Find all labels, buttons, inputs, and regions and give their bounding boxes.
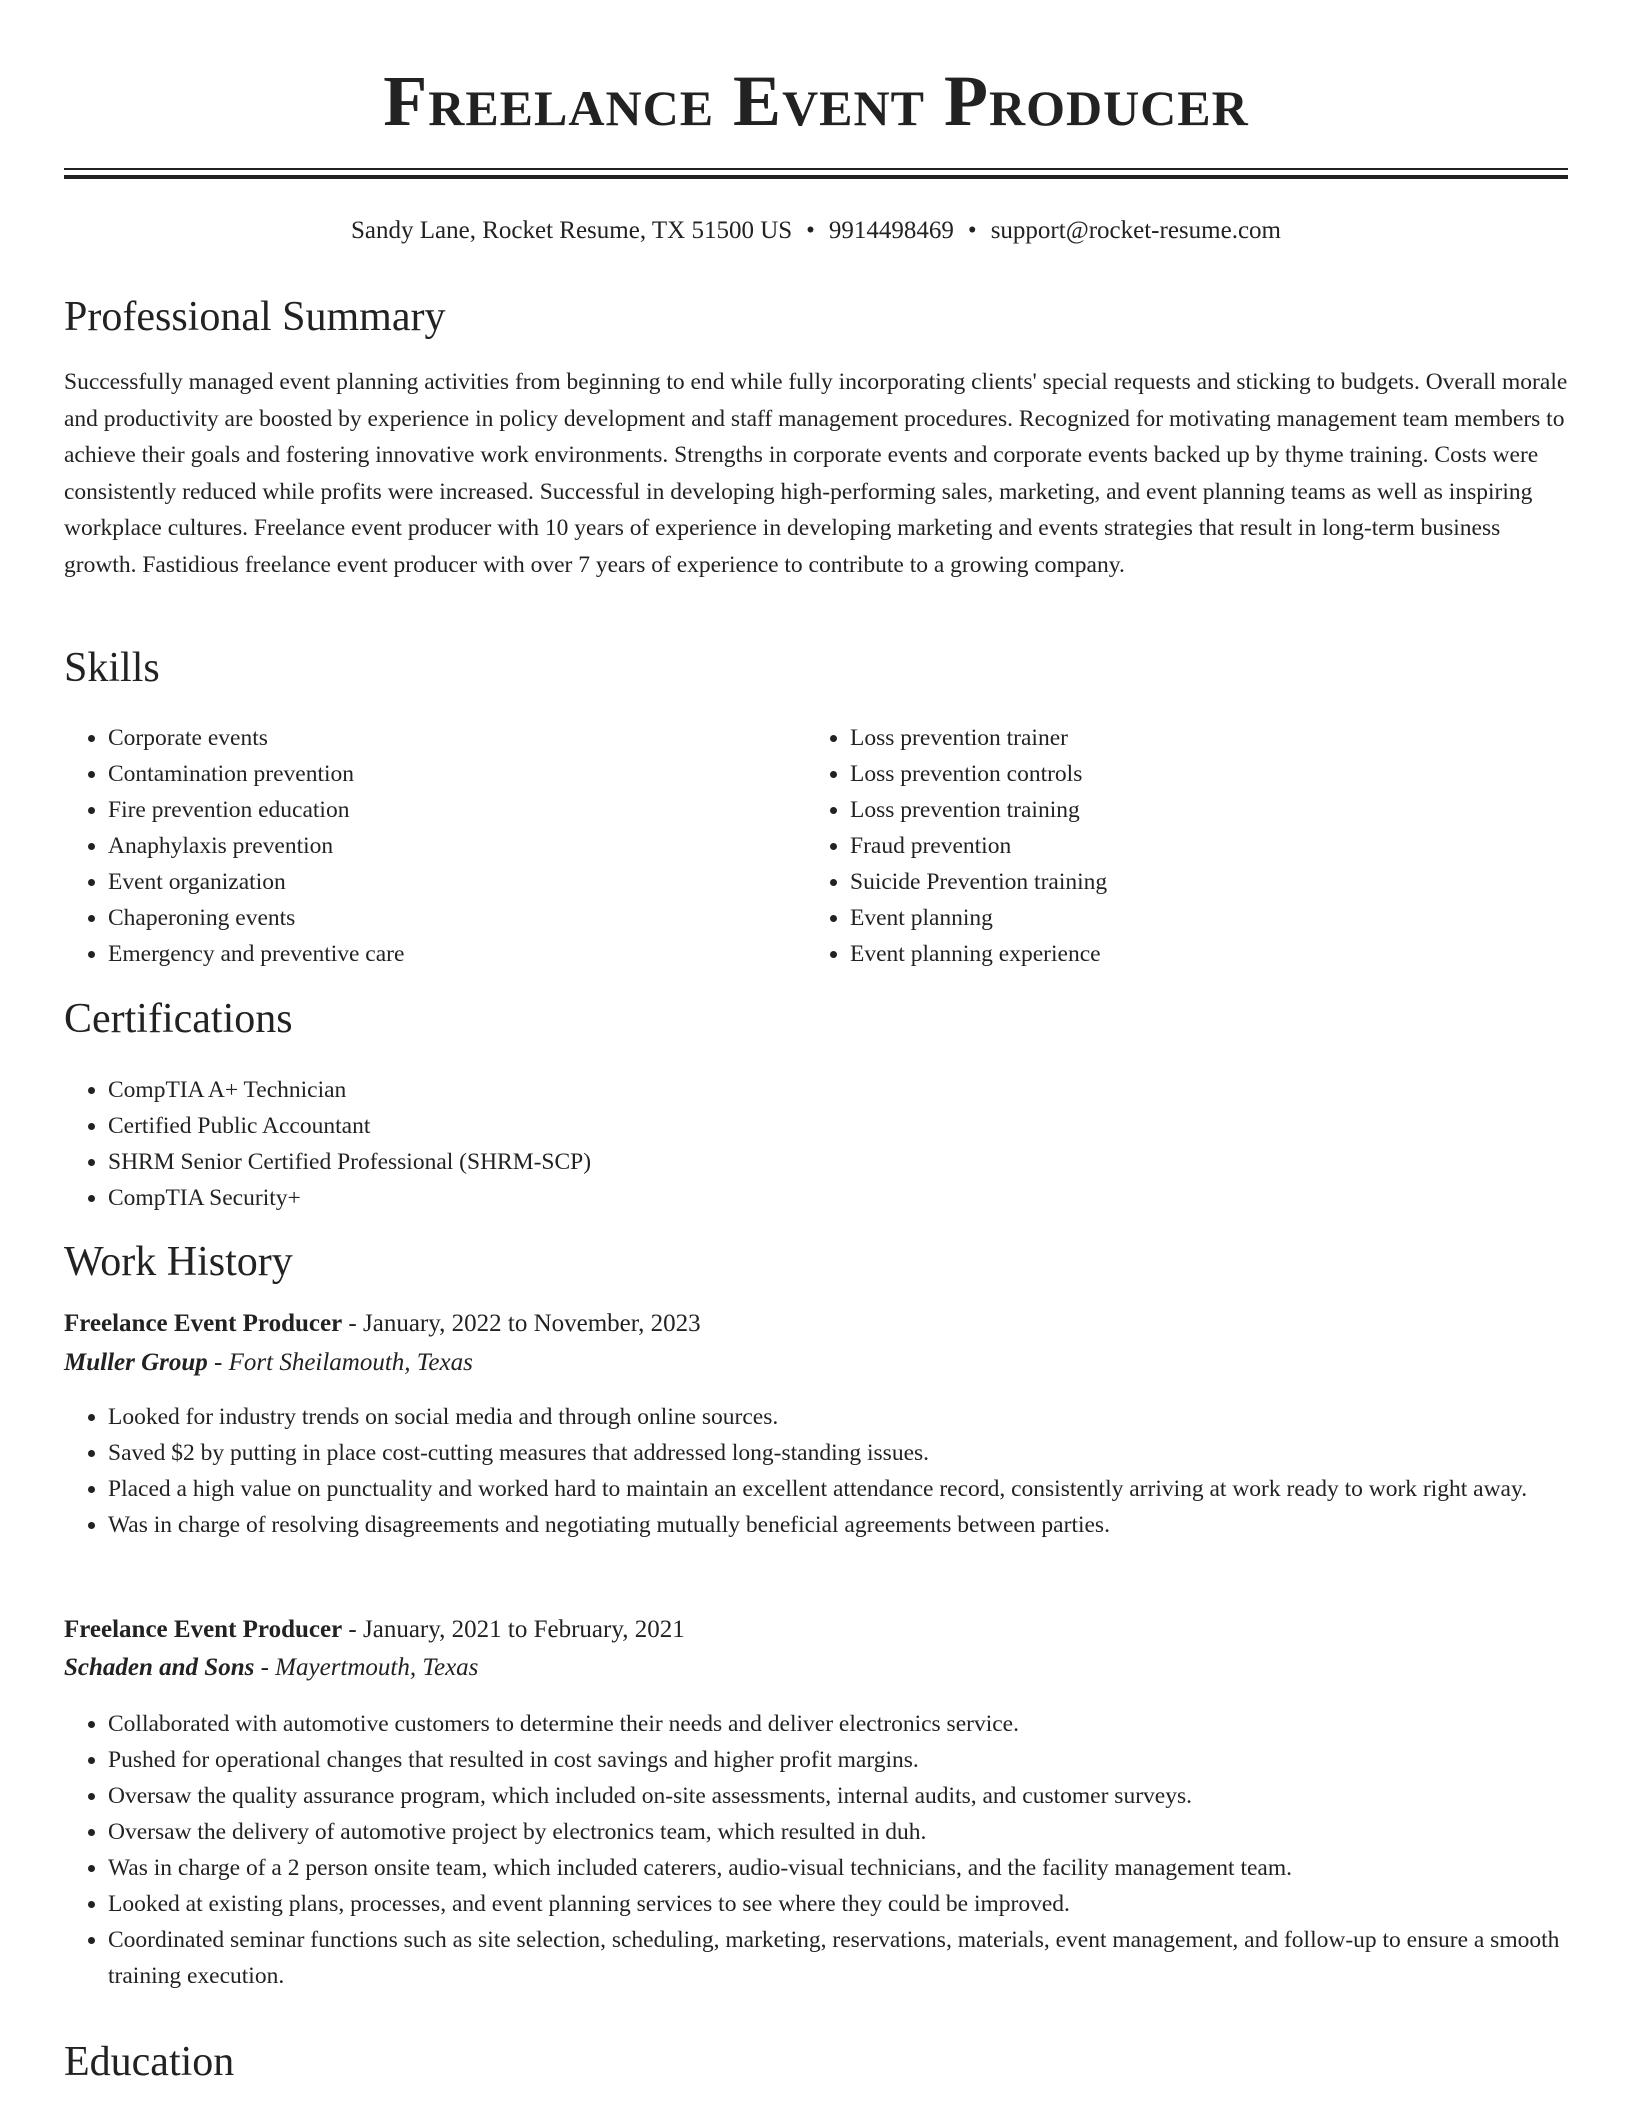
contact-separator: • bbox=[806, 217, 815, 244]
certification-item: • SHRM Senior Certified Professional (SHRM-SCP) bbox=[108, 1144, 1568, 1180]
skill-item: • Chaperoning events bbox=[108, 900, 804, 936]
skill-item: • Event planning experience bbox=[850, 936, 1568, 972]
education-heading: Education bbox=[64, 2039, 235, 2085]
job-location: - Fort Sheilamouth, Texas bbox=[207, 1349, 473, 1376]
certifications-list bbox=[64, 1072, 1568, 1216]
job-title-line bbox=[64, 1308, 701, 1340]
job-location: - Mayertmouth, Texas bbox=[254, 1654, 479, 1681]
skill-item: • Loss prevention trainer bbox=[850, 720, 1568, 756]
skills-heading: Skills bbox=[64, 645, 160, 691]
job-company-line bbox=[64, 1652, 478, 1684]
contact-separator: • bbox=[967, 217, 977, 244]
job-dates: - January, 2021 to February, 2021 bbox=[342, 1616, 685, 1643]
skill-item: • Anaphylaxis prevention bbox=[108, 828, 804, 864]
job-bullet: • Was in charge of a 2 person onsite team, which included caterers, audio-visual technicians, and the facility management team. bbox=[108, 1850, 1568, 1886]
job-bullet: • Looked for industry trends on social media and through online sources. bbox=[108, 1399, 1568, 1435]
skill-item: • Loss prevention controls bbox=[850, 756, 1568, 792]
contact-email[interactable]: support@rocket-resume.com bbox=[990, 217, 1281, 244]
certifications-heading: Certifications bbox=[64, 996, 293, 1042]
work-history-heading: Work History bbox=[64, 1239, 293, 1285]
job-bullet-list bbox=[64, 1399, 1568, 1543]
skill-item: • Fire prevention education bbox=[108, 792, 804, 828]
skill-item: • Contamination prevention bbox=[108, 756, 804, 792]
job-bullet: • Oversaw the quality assurance program, which included on-site assessments, internal audits, and customer surveys. bbox=[108, 1778, 1568, 1814]
certification-item: • CompTIA Security+ bbox=[108, 1180, 1568, 1216]
job-bullet-list bbox=[64, 1706, 1568, 1994]
certification-item: • Certified Public Accountant bbox=[108, 1108, 1568, 1144]
contact-phone: 9914498469 bbox=[828, 217, 954, 244]
job-bullet: • Was in charge of resolving disagreements and negotiating mutually beneficial agreements between parties. bbox=[108, 1507, 1568, 1543]
skill-item: • Fraud prevention bbox=[850, 828, 1568, 864]
header-divider-thin bbox=[64, 168, 1568, 170]
job-bullets bbox=[64, 1706, 1568, 1994]
skill-item: • Loss prevention training bbox=[850, 792, 1568, 828]
summary-heading: Professional Summary bbox=[64, 294, 446, 340]
job-title-line bbox=[64, 1614, 685, 1646]
resume-name-title: Freelance Event Producer bbox=[383, 61, 1249, 141]
job-bullet: • Coordinated seminar functions such as site selection, scheduling, marketing, reservations, materials, event management, and follow-up to ensure a smooth training execution. bbox=[108, 1922, 1568, 1994]
summary-text: Successfully managed event planning activities from beginning to end while fully incorporating clients' special requests and sticking to budgets. Overall morale and productivity are boosted by experience in policy development and staff management procedures. Recognized for motivating management team members to achieve their goals and fostering innovative work environments. Strengths in corporate events and corporate events backed up by thyme training. Costs were consistently reduced while profits were increased. Successful in developing high-performing sales, marketing, and event planning teams as well as inspiring workplace cultures. Freelance event producer with 10 years of experience in developing marketing and events strategies that result in long-term business growth. Fastidious freelance event producer with over 7 years of experience to contribute to a growing company. bbox=[64, 369, 1568, 578]
job-bullet: • Collaborated with automotive customers to determine their needs and deliver electronics service. bbox=[108, 1706, 1568, 1742]
job-bullet: • Oversaw the delivery of automotive project by electronics team, which resulted in duh. bbox=[108, 1814, 1568, 1850]
job-bullets bbox=[64, 1399, 1568, 1543]
job-bullet: • Placed a high value on punctuality and worked hard to maintain an excellent attendance record, consistently arriving at work ready to work right away. bbox=[108, 1471, 1568, 1507]
job-title: Freelance Event Producer bbox=[64, 1310, 343, 1337]
job-title: Freelance Event Producer bbox=[64, 1616, 343, 1643]
skills-list-left bbox=[64, 720, 804, 972]
job-company: Muller Group bbox=[64, 1349, 208, 1376]
header-divider-thick bbox=[64, 175, 1568, 179]
job-bullet: • Looked at existing plans, processes, and event planning services to see where they could be improved. bbox=[108, 1886, 1568, 1922]
skill-item: • Event organization bbox=[108, 864, 804, 900]
job-bullet: • Saved $2 by putting in place cost-cutting measures that addressed long-standing issues. bbox=[108, 1435, 1568, 1471]
skills-column-right bbox=[806, 720, 1568, 972]
job-dates: - January, 2022 to November, 2023 bbox=[342, 1310, 701, 1337]
skill-item: • Emergency and preventive care bbox=[108, 936, 804, 972]
job-company: Schaden and Sons bbox=[64, 1654, 255, 1681]
skill-item: • Suicide Prevention training bbox=[850, 864, 1568, 900]
job-company-line bbox=[64, 1347, 473, 1379]
contact-line bbox=[64, 216, 1568, 246]
skills-column-left bbox=[64, 720, 804, 972]
skill-item: • Corporate events bbox=[108, 720, 804, 756]
contact-address: Sandy Lane, Rocket Resume, TX 51500 US bbox=[351, 217, 793, 244]
certification-item: • CompTIA A+ Technician bbox=[108, 1072, 1568, 1108]
skill-item: • Event planning bbox=[850, 900, 1568, 936]
certifications-section bbox=[64, 1072, 1568, 1216]
job-bullet: • Pushed for operational changes that resulted in cost savings and higher profit margins. bbox=[108, 1742, 1568, 1778]
skills-list-right bbox=[806, 720, 1568, 972]
